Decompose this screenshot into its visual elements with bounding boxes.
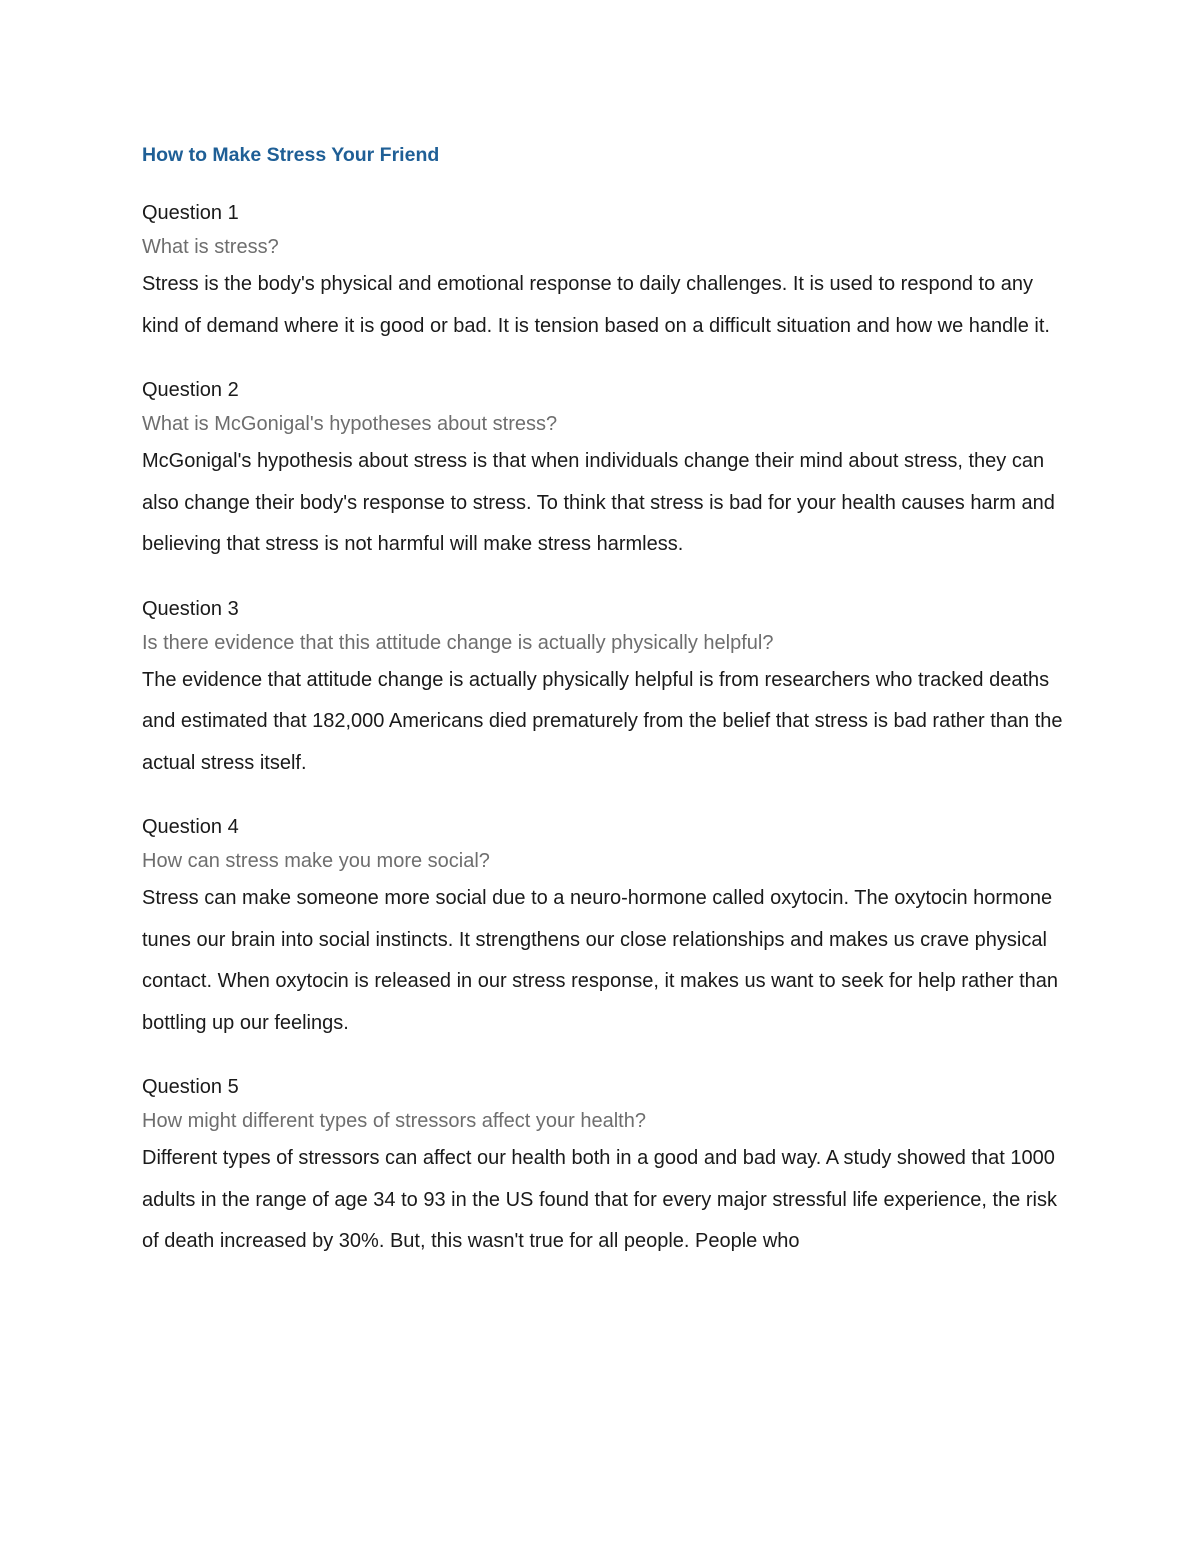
question-label: Question 1 xyxy=(142,202,239,224)
question-text: What is McGonigal's hypotheses about stress? xyxy=(142,413,558,435)
question-label: Question 5 xyxy=(142,1076,239,1098)
question-block-3 xyxy=(142,592,1072,785)
answer-text: McGonigal's hypothesis about stress is that when individuals change their mind about stress, they can also change their body's response to stress. To think that stress is bad for your health causes harm and believing that stress is not harmful will make stress harmless. xyxy=(142,450,1055,555)
document-page xyxy=(142,140,1072,1263)
question-label: Question 4 xyxy=(142,816,239,838)
question-block-2 xyxy=(142,373,1072,566)
question-text: What is stress? xyxy=(142,236,279,258)
answer-text: Stress can make someone more social due to a neuro-hormone called oxytocin. The oxytocin hormone tunes our brain into social instincts. It strengthens our close relationships and makes us crave physical contact. When oxytocin is released in our stress response, it makes us want to seek for help rather than bottling up our feelings. xyxy=(142,887,1059,1034)
question-text: Is there evidence that this attitude change is actually physically helpful? xyxy=(142,631,774,654)
answer-text: Different types of stressors can affect our health both in a good and bad way. A study showed that 1000 adults in the range of age 34 to 93 in the US found that for every major stressful life experience, the risk of death increased by 30%. But, this wasn't true for all people. People who xyxy=(142,1147,1057,1252)
question-label: Question 2 xyxy=(142,379,239,401)
question-block-1 xyxy=(142,196,1072,347)
question-label: Question 3 xyxy=(142,597,239,620)
answer-text: The evidence that attitude change is actually physically helpful is from researchers who tracked deaths and estimated that 182,000 Americans died prematurely from the belief that stress is bad rather than the actual stress itself. xyxy=(142,668,1063,774)
question-block-4 xyxy=(142,810,1072,1044)
question-block-5 xyxy=(142,1070,1072,1263)
answer-text: Stress is the body's physical and emotional response to daily challenges. It is used to respond to any kind of demand where it is good or bad. It is tension based on a difficult situation and how we handle it. xyxy=(142,273,1050,337)
question-text: How can stress make you more social? xyxy=(142,850,490,872)
question-text: How might different types of stressors affect your health? xyxy=(142,1110,646,1132)
document-title: How to Make Stress Your Friend xyxy=(142,144,440,166)
